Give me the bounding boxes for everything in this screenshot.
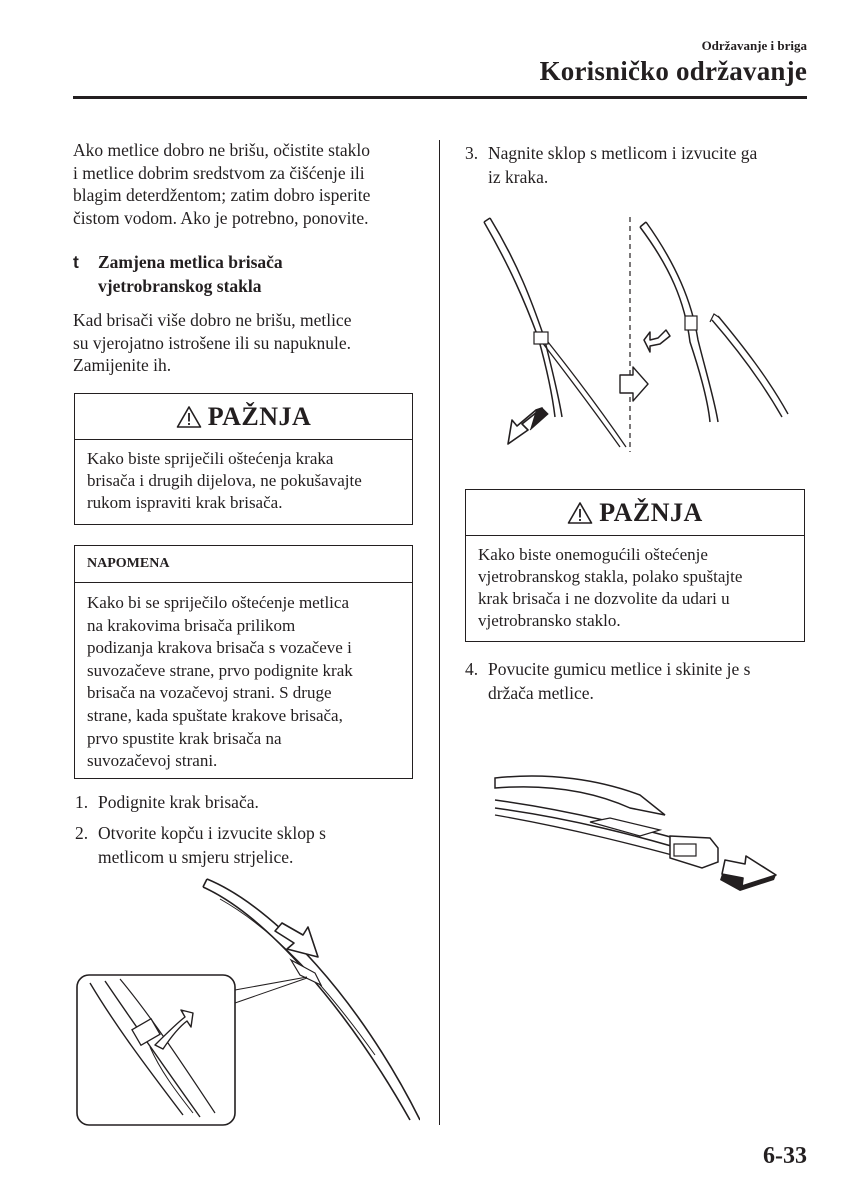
step-2: 2. Otvorite kopču i izvucite sklop s metlicom u smjeru strjelice. bbox=[75, 823, 326, 867]
caution-body: Kako biste spriječili oštećenja kraka brisača i drugih dijelova, ne pokušavajte rukom ispraviti krak brisača. bbox=[87, 449, 362, 512]
wiper-rubber-illustration bbox=[490, 760, 790, 895]
caution-title: PAŽNJA bbox=[466, 490, 804, 536]
section-label: Održavanje i briga bbox=[701, 38, 807, 53]
warning-triangle-icon bbox=[176, 405, 202, 429]
note-title: NAPOMENA bbox=[75, 546, 412, 583]
caution-box-2 bbox=[465, 489, 805, 642]
step-3: 3. Nagnite sklop s metlicom i izvucite ga iz kraka. bbox=[465, 143, 758, 187]
note-body: Kako bi se spriječilo oštećenje metlica na krakovima brisača prilikom podizanja krakova brisača s vozačeve i suvozačeve strane, prvo podignite krak brisača na vozačevoj strani. S druge strane, kada spuštate krakove brisača, prvo spustite krak brisača na suvozačevoj strani. bbox=[87, 593, 353, 771]
replace-paragraph: Kad brisači više dobro ne brišu, metlice su vjerojatno istrošene ili su napuknule. Zamijenite ih. bbox=[73, 310, 352, 376]
column-divider bbox=[439, 140, 440, 1125]
step-1: 1. Podignite krak brisača. bbox=[75, 792, 259, 812]
page-title: Korisničko održavanje bbox=[539, 56, 807, 86]
section-heading: t Zamjena metlica brisača vjetrobranskog stakla bbox=[73, 252, 283, 296]
page-number: 6-33 bbox=[763, 1143, 807, 1169]
note-box bbox=[74, 545, 413, 779]
caution-title: PAŽNJA bbox=[75, 394, 412, 440]
wiper-arm-illustration bbox=[75, 875, 420, 1130]
header-rule bbox=[73, 96, 807, 99]
caution-box-1 bbox=[74, 393, 413, 525]
heading-bullet: t bbox=[73, 252, 79, 272]
step-4: 4. Povucite gumicu metlice i skinite je s držača metlice. bbox=[465, 659, 751, 703]
caution-body: Kako biste onemogućili oštećenje vjetrobranskog stakla, polako spuštajte krak brisača i ne dozvolite da udari u vjetrobransko staklo. bbox=[478, 545, 743, 630]
warning-triangle-icon bbox=[567, 501, 593, 525]
intro-paragraph: Ako metlice dobro ne brišu, očistite staklo i metlice dobrim sredstvom za čišćenje ili blagim deterdžentom; zatim dobro isperite čistom vodom. Ako je potrebno, ponovite. bbox=[73, 140, 371, 228]
wiper-tilt-illustration bbox=[470, 212, 815, 457]
